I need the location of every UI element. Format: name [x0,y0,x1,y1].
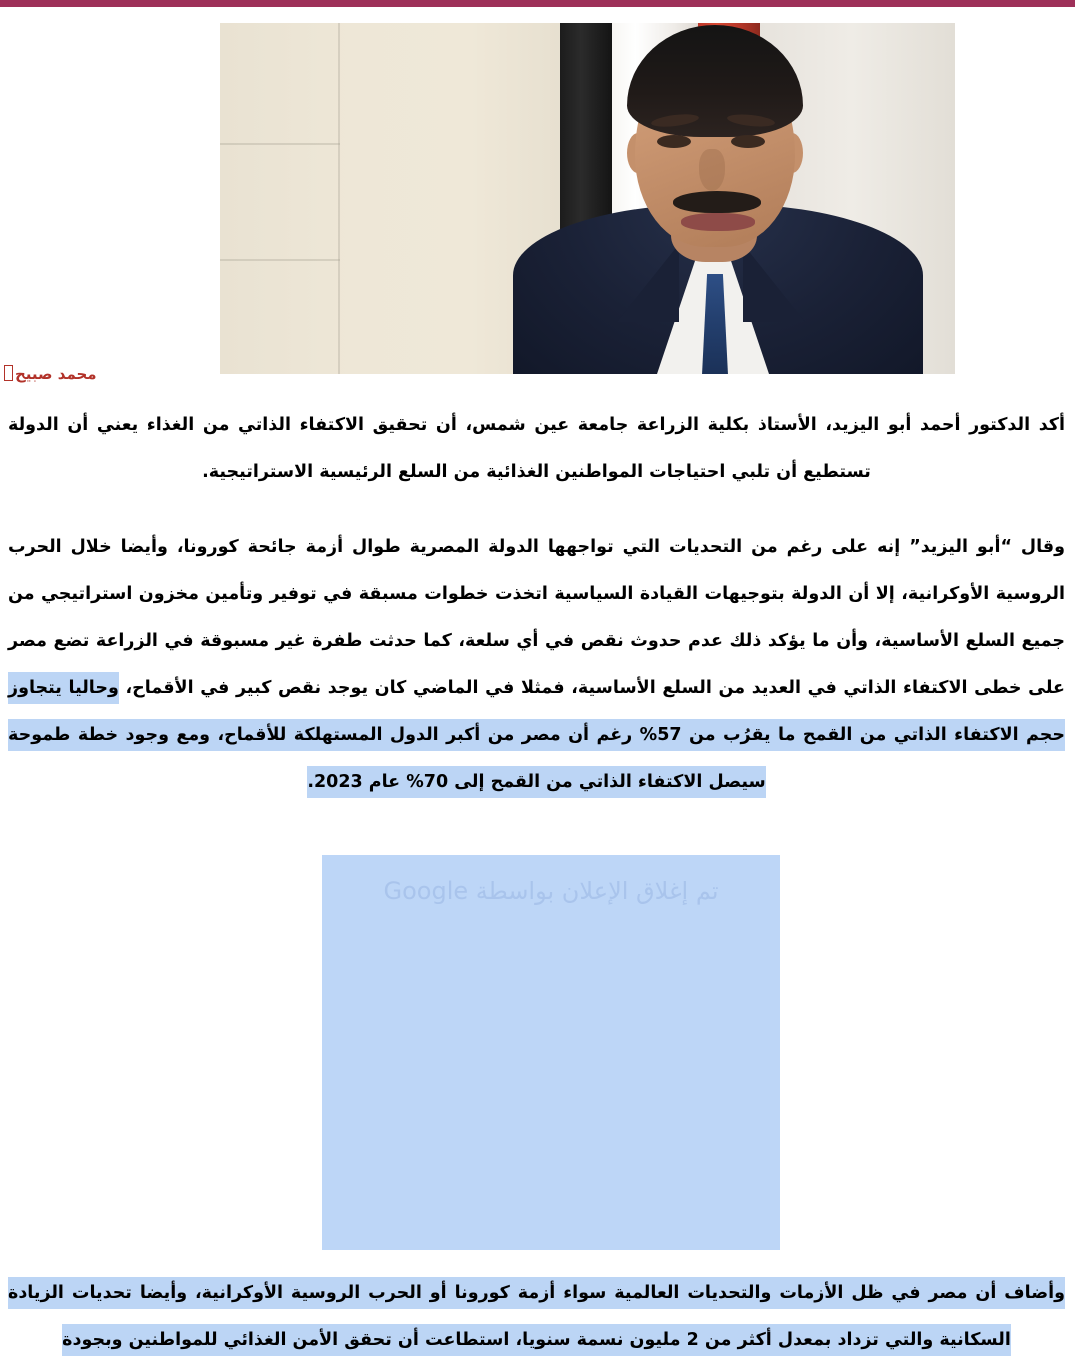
article-paragraph-2-plain: وقال “أبو اليزيد” إنه على رغم من التحديات التي تواجهها الدولة المصرية طوال أزمة جائحة كورونا، وأيضا خلال الحرب الروسية الأوكرانية، إلا أن الدولة بتوجيهات القيادة السياسية اتخذت خطوات مسبقة في توفير وتأمين مخزون استراتيجي من جميع السلع الأساسية، وأن ما يؤكد ذلك عدم حدوث نقص في أي سلعة، كما حدثت طفرة غير مسبوقة في الزراعة تضع مصر على خطى الاكتفاء الذاتي في العديد من السلع الأساسية، فمثلا في الماضي كان يوجد نقص كبير في الأقماح، [8,537,1065,698]
ad-closed-label: تم إغلاق الإعلان بواسطة Google [383,877,719,905]
top-accent-bar [0,0,1075,7]
mouth [681,213,755,231]
hero-photo [220,23,955,374]
hero-image [220,23,955,374]
mustache [673,191,761,213]
article-body-continued [0,1270,1075,1364]
hero-caption [0,364,1075,383]
google-ad-slot[interactable] [322,855,780,1250]
selected-text-highlight[interactable]: وحاليا يتجاوز حجم الاكتفاء الذاتي من القمح ما يقرُب من 57% رغم أن مصر من أكبر الدول المستهلكة للأقماح، ومع وجود خطة طموحة سيصل الاكتفاء الذاتي من القمح إلى 70% عام 2023. [8,672,1065,798]
nose [699,149,725,191]
article-paragraph-3 [8,1270,1065,1364]
selected-text-highlight-2[interactable]: وأضاف أن مصر في ظل الأزمات والتحديات العالمية سواء أزمة كورونا أو الحرب الروسية الأوكرانية، وأيضا تحديات الزيادة السكانية والتي تزداد بمعدل أكثر من 2 مليون نسمة سنويا، استطاعت أن تحقق الأمن الغذائي للمواطنين وبجودة [8,1277,1065,1356]
wall-moulding [338,23,340,374]
article-body [0,402,1075,834]
hero-caption-text-wrap [4,365,97,383]
wall-moulding [220,143,340,145]
eye-right [731,135,765,148]
hero-caption-text: محمد صبيح [15,365,97,383]
article-paragraph-1: أكد الدكتور أحمد أبو اليزيد، الأستاذ بكلية الزراعة جامعة عين شمس، أن تحقيق الاكتفاء الذاتي من الغذاء يعني أن الدولة تستطيع أن تلبي احتياجات المواطنين الغذائية من السلع الرئيسية الاستراتيجية. [8,415,1065,482]
wall-moulding [220,259,340,261]
article-paragraph-2 [8,524,1065,806]
broken-image-placeholder-icon [4,365,13,381]
eye-left [657,135,691,148]
person-portrait [475,23,955,374]
